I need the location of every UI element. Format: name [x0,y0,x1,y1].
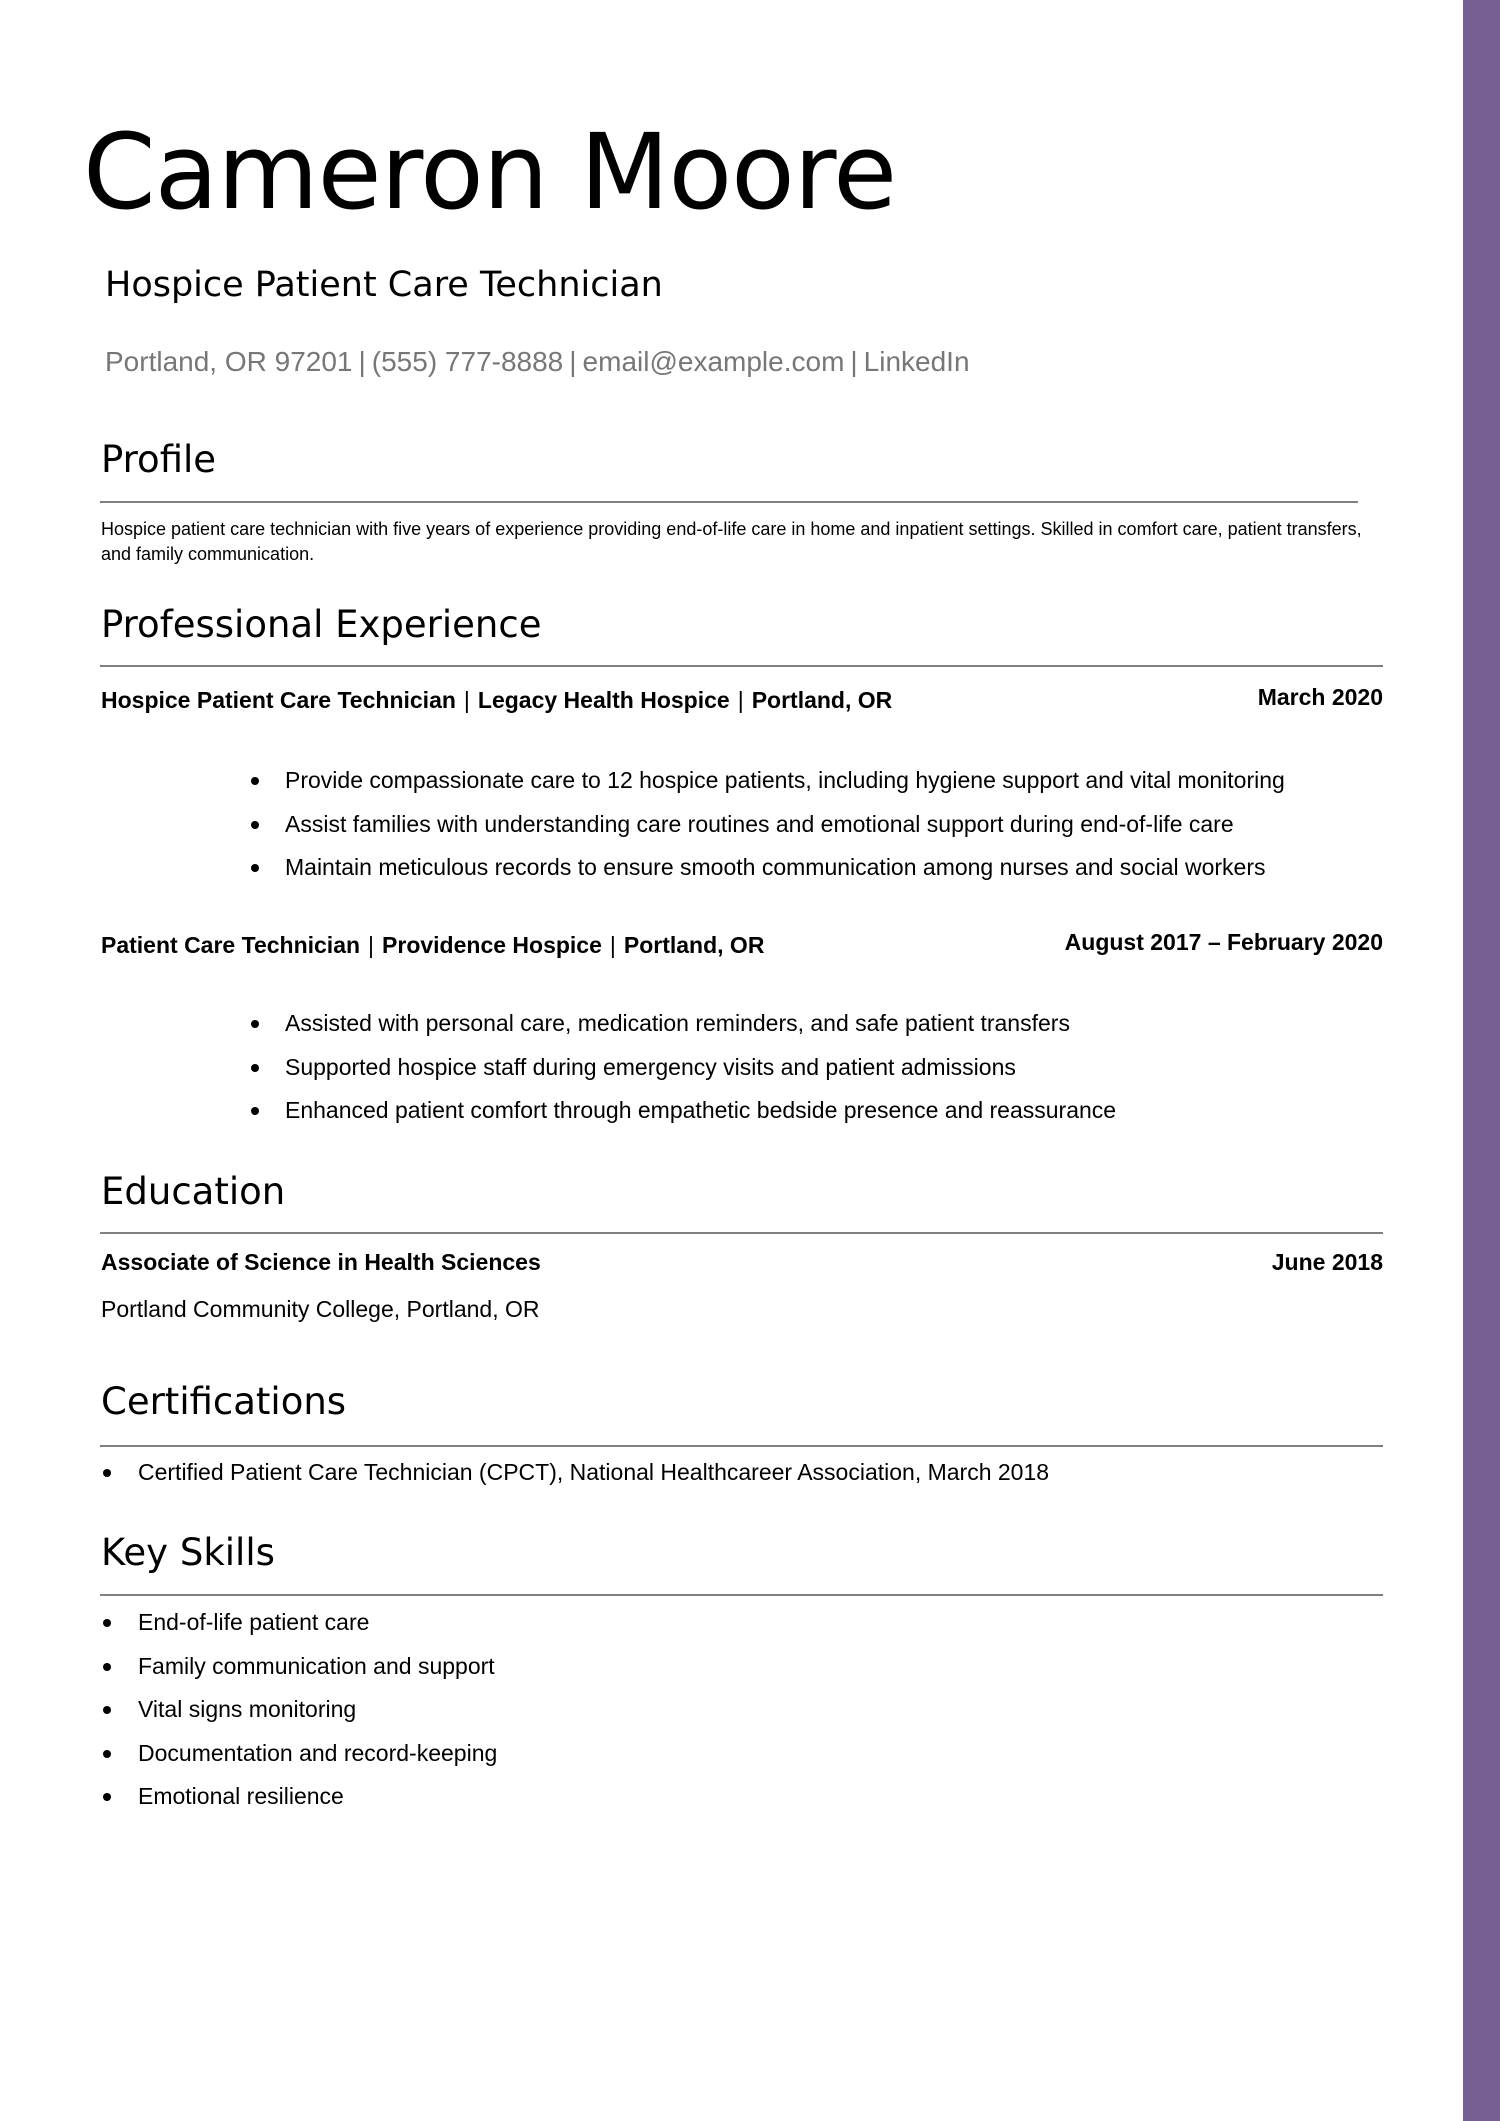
list-item: Certified Patient Care Technician (CPCT), National Healthcareer Association, March 2018 [138,1451,1049,1495]
section-divider [100,1232,1383,1234]
list-item: Assist families with understanding care routines and emotional support during end-of-life care [285,803,1285,847]
job-heading [101,687,892,714]
separator: | [609,932,616,958]
section-heading-education: Education [101,1170,286,1213]
section-heading-skills: Key Skills [101,1531,275,1574]
list-item: Enhanced patient comfort through empathetic bedside presence and reassurance [285,1089,1116,1133]
list-item: Provide compassionate care to 12 hospice patients, including hygiene support and vital monitoring [285,759,1285,803]
contact-linkedin[interactable]: LinkedIn [863,346,970,377]
contact-location: Portland, OR 97201 [105,346,353,377]
job-location: Portland, OR [751,687,893,713]
separator: | [569,346,577,377]
job-bullet-list [285,1002,1116,1133]
education-date: June 2018 [1271,1249,1383,1275]
job-bullet-list [285,759,1285,890]
contact-phone[interactable]: (555) 777-8888 [371,346,564,377]
list-item: Documentation and record-keeping [138,1732,497,1776]
section-heading-certifications: Certifications [101,1380,347,1423]
separator: | [368,932,375,958]
job-dates: March 2020 [1257,684,1383,710]
education-school: Portland Community College, Portland, OR [101,1296,540,1322]
separator: | [358,346,366,377]
skills-list [138,1601,497,1819]
job-location: Portland, OR [623,932,765,958]
job-employer: Providence Hospice [382,932,602,958]
profile-summary: Hospice patient care technician with five years of experience providing end-of-life care in home and inpatient settings. Skilled in comfort care, patient transfers, and family communication. [101,519,1362,564]
list-item: End-of-life patient care [138,1601,497,1645]
job-employer: Legacy Health Hospice [477,687,730,713]
list-item: Emotional resilience [138,1775,497,1819]
job-role: Hospice Patient Care Technician [101,687,456,713]
list-item: Assisted with personal care, medication reminders, and safe patient transfers [285,1002,1116,1046]
certification-list [138,1451,1049,1495]
separator: | [463,687,470,713]
job-dates: August 2017 – February 2020 [1064,929,1383,955]
contact-line [105,348,970,376]
list-item: Maintain meticulous records to ensure smooth communication among nurses and social workers [285,846,1285,890]
section-divider [100,1445,1383,1447]
job-heading [101,932,764,959]
section-divider [100,1594,1383,1596]
job-role: Patient Care Technician [101,932,361,958]
section-heading-profile: Profile [101,438,217,481]
education-degree: Associate of Science in Health Sciences [101,1249,541,1275]
list-item: Vital signs monitoring [138,1688,497,1732]
section-divider [100,665,1383,667]
section-divider [100,501,1358,503]
list-item: Family communication and support [138,1645,497,1689]
section-heading-experience: Professional Experience [101,603,542,646]
separator: | [737,687,744,713]
candidate-title: Hospice Patient Care Technician [105,265,663,305]
contact-email[interactable]: email@example.com [582,346,845,377]
list-item: Supported hospice staff during emergency visits and patient admissions [285,1046,1116,1090]
candidate-name: Cameron Moore [83,111,897,233]
accent-sidebar-bar [1463,0,1500,2121]
separator: | [850,346,858,377]
